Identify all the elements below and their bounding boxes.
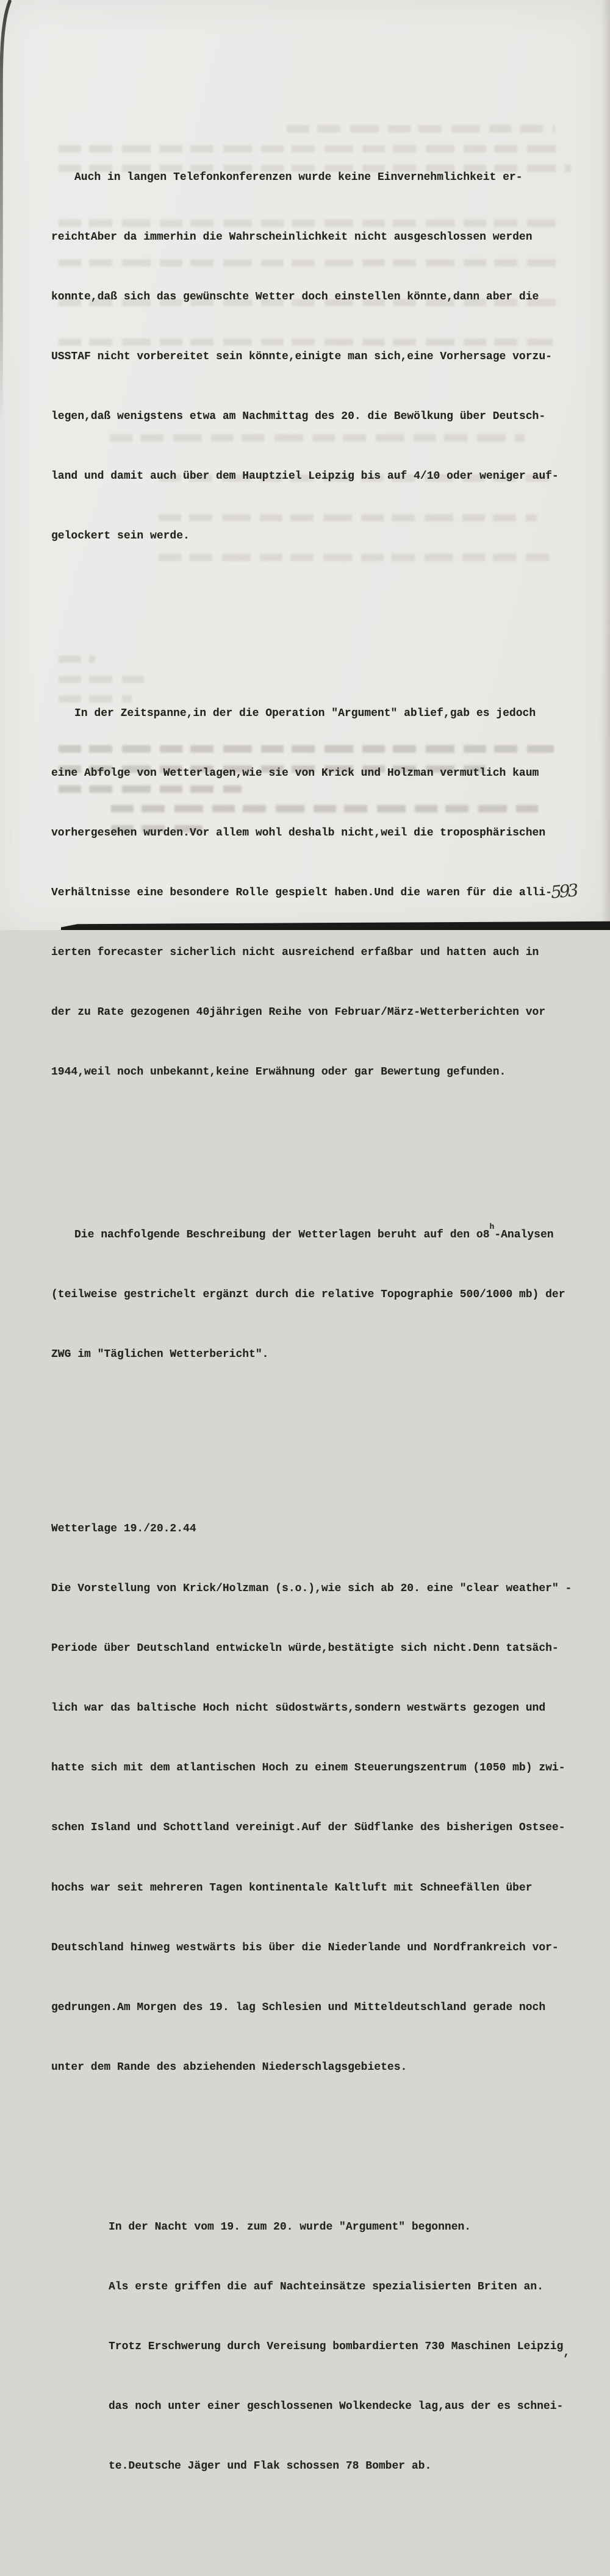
text-line: Als erste griffen die auf Nachteinsätze spezialisierten Briten an. [109, 2280, 544, 2293]
text-line: hochs war seit mehreren Tagen kontinentale Kaltluft mit Schneefällen über [51, 1881, 533, 1894]
text-line: Verhältnisse eine besondere Rolle gespielt haben.Und die waren für die alli- [51, 887, 552, 900]
text-segment: Die nachfolgende Beschreibung der Wetterlagen beruht auf den o8 [74, 1229, 490, 1242]
text-line: hatte sich mit dem atlantischen Hoch zu einem Steuerungszentrum (1050 mb) zwi- [51, 1762, 565, 1775]
text-line: In der Nacht vom 19. zum 20. wurde "Argument" begonnen. [109, 2220, 472, 2233]
handwritten-page-number: 593 [550, 880, 577, 903]
page-spine-shadow [0, 0, 18, 427]
text-line [51, 1222, 588, 1245]
text-segment: -Analysen [494, 1229, 554, 1242]
text-line: legen,daß wenigstens etwa am Nachmittag des 20. die Bewölkung über Deutsch- [51, 410, 546, 423]
text-line: gelockert sein werde. [51, 530, 190, 543]
paragraph-telefonkonferenzen [51, 127, 588, 586]
text-line [109, 2337, 588, 2360]
typed-text-column [51, 68, 588, 2576]
text-line: ZWG im "Täglichen Wetterbericht". [51, 1348, 269, 1361]
text-line: In der Zeitspanne,in der die Operation "Argument" ablief,gab es jedoch [74, 707, 536, 720]
paragraph-nacht-angriff [51, 2177, 588, 2516]
paragraph-operation-argument [51, 664, 588, 1122]
text-line: Die Vorstellung von Krick/Holzman (s.o.),wie sich ab 20. eine "clear weather" - [51, 1583, 572, 1595]
paragraph-wetterlage-19-20 [51, 1479, 588, 2118]
text-segment: Trotz Erschwerung durch Vereisung bombardierten 730 Maschinen Leipzig [109, 2340, 564, 2353]
text-line: vorhergesehen wurden.Vor allem wohl deshalb nicht,weil die troposphärischen [51, 827, 546, 840]
text-line: Deutschland hinweg westwärts bis über die Niederlande und Nordfrankreich vor- [51, 1941, 559, 1954]
text-line: konnte,daß sich das gewünschte Wetter doch einstellen könnte,dann aber die [51, 290, 539, 303]
text-line: land und damit auch über dem Hauptziel Leipzig bis auf 4/10 oder weniger auf- [51, 470, 559, 483]
text-line: lich war das baltische Hoch nicht südostwärts,sondern westwärts gezogen und [51, 1702, 546, 1715]
text-line: der zu Rate gezogenen 40jährigen Reihe von Februar/März-Wetterberichten vor [51, 1006, 546, 1019]
superscript-h: h [489, 1222, 495, 1232]
text-line: reichtAber da immerhin die Wahrscheinlichkeit nicht ausgeschlossen werden [51, 231, 533, 243]
page-right-shade [601, 0, 610, 930]
text-line: USSTAF nicht vorbereitet sein könnte,einigte man sich,eine Vorhersage vorzu- [51, 350, 552, 363]
text-line: eine Abfolge von Wetterlagen,wie sie von Krick und Holzman vermutlich kaum [51, 767, 539, 779]
text-line: gedrungen.Am Morgen des 19. lag Schlesien und Mitteldeutschland gerade noch [51, 2001, 546, 2014]
paragraph-beschreibung-wetterlagen [51, 1186, 588, 1405]
text-line: 1944,weil noch unbekannt,keine Erwähnung oder gar Bewertung gefunden. [51, 1066, 506, 1079]
text-line: (teilweise gestrichelt ergänzt durch die relative Topographie 500/1000 mb) der [51, 1289, 565, 1301]
text-line: ierten forecaster sicherlich nicht ausreichend erfaßbar und hatten auch in [51, 946, 539, 959]
text-line: unter dem Rande des abziehenden Niederschlagsgebietes. [51, 2061, 407, 2073]
text-line: Periode über Deutschland entwickeln würde,bestätigte sich nicht.Denn tatsäch- [51, 1642, 559, 1655]
section-heading: Wetterlage 19./20.2.44 [51, 1522, 196, 1535]
dropped-comma: , [563, 2347, 570, 2360]
text-line: schen Island und Schottland vereinigt.Auf der Südflanke des bisherigen Ostsee- [51, 1822, 565, 1834]
text-line: te.Deutsche Jäger und Flak schossen 78 Bomber ab. [109, 2460, 432, 2472]
text-line: Auch in langen Telefonkonferenzen wurde keine Einvernehmlichkeit er- [74, 171, 523, 184]
text-line: das noch unter einer geschlossenen Wolkendecke lag,aus der es schnei- [109, 2400, 564, 2413]
